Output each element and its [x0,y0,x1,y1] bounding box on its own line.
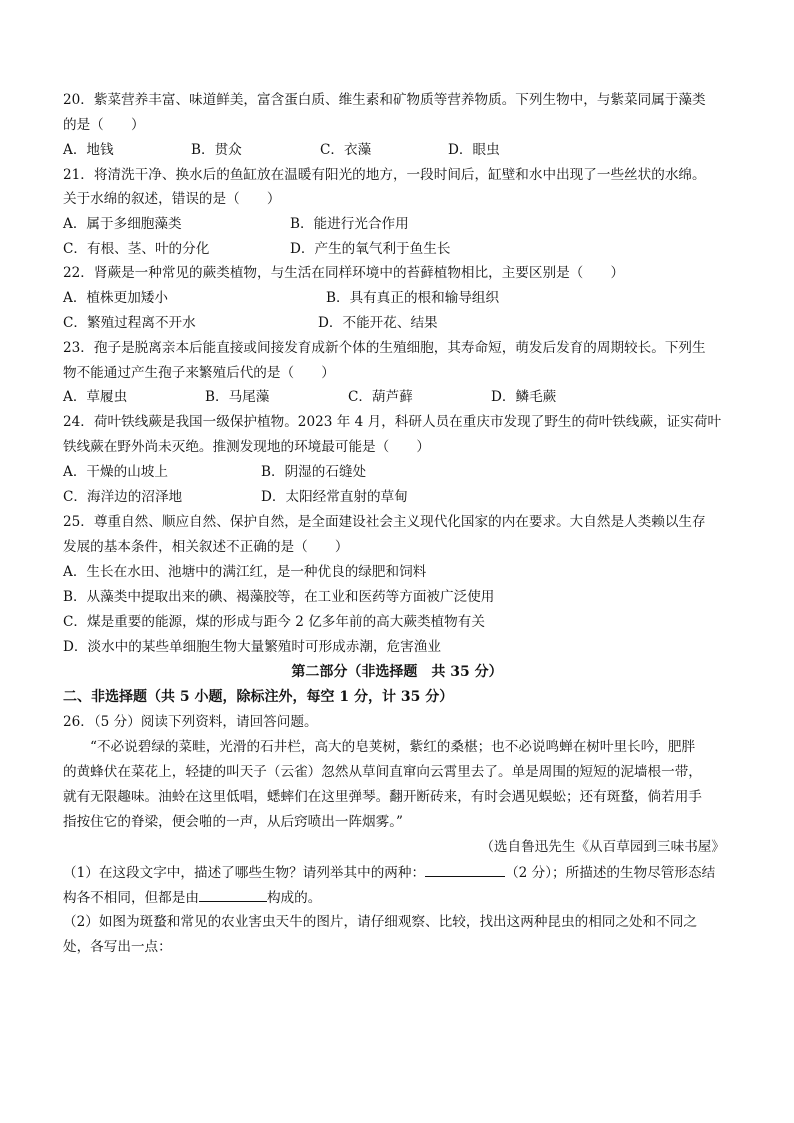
q22-option-b: B．具有真正的根和输导组织 [326,290,500,306]
q26-sub1-part-b: （2 分）；所描述的生物尽管形态结 [505,865,716,881]
q23-stem-line2: 物不能通过产生孢子来繁殖后代的是（ ） [63,365,335,381]
q21-stem-line2: 关于水绵的叙述，错误的是（ ） [63,191,281,207]
q26-sub1-part-d: 构成的。 [266,890,322,906]
q25-stem-line2: 发展的基本条件，相关叙述不正确的是（ ） [63,539,349,555]
q25-option-c: C．煤是重要的能源，煤的形成与距今 2 亿多年前的高大蕨类植物有关 [63,614,485,630]
q23-stem-line1: 23．孢子是脱离亲本后能直接或间接发育成新个体的生殖细胞，其寿命短，萌发后发育的周期较长。下列生 [63,340,706,356]
part2-title: 第二部分（非选择题 共 35 分） [291,664,503,680]
q26-passage-line2: 的黄蜂伏在菜花上，轻捷的叫天子（云雀）忽然从草间直窜向云霄里去了。单是周围的短短的泥墙根一带， [63,764,702,780]
q26-sub2-line1: （2）如图为斑蝥和常见的农业害虫天牛的图片，请仔细观察、比较，找出这两种昆虫的相同之处和不同之 [63,914,697,930]
q20-option-d: D．眼虫 [448,142,500,158]
part2-section-heading: 二、非选择题（共 5 小题，除标注外，每空 1 分，计 35 分） [63,689,454,705]
q24-stem-line1: 24．荷叶铁线蕨是我国一级保护植物。2023 年 4 月，科研人员在重庆市发现了野生的荷叶铁线蕨，证实荷叶 [63,414,722,430]
q22-option-c: C．繁殖过程离不开水 [63,315,196,331]
q26-source: （选自鲁迅先生《从百草园到三味书屋》 [480,839,725,855]
q23-option-d: D．鳞毛蕨 [491,389,557,405]
q20-stem-line2: 的是（ ） [63,117,145,133]
q24-option-a: A．干燥的山坡上 [63,464,168,480]
q21-option-c: C．有根、茎、叶的分化 [63,241,210,257]
q23-option-c: C．葫芦藓 [348,389,413,405]
q26-sub1-part-a: （1）在这段文字中，描述了哪些生物？请列举其中的两种： [63,865,426,881]
q21-option-b: B．能进行光合作用 [290,216,409,232]
q22-option-a: A．植株更加矮小 [63,290,168,306]
q26-stem: 26．（5 分）阅读下列资料，请回答问题。 [63,714,318,730]
q20-stem-line1: 20．紫菜营养丰富、味道鲜美，富含蛋白质、维生素和矿物质等营养物质。下列生物中，与紫菜同属于藻类 [63,92,706,108]
q26-passage-line3: 就有无限趣味。油蛉在这里低唱，蟋蟀们在这里弹琴。翻开断砖来，有时会遇见蜈蚣；还有斑蝥，倘若用手 [63,789,702,805]
q22-stem-line1: 22．肾蕨是一种常见的蕨类植物，与生活在同样环境中的苔藓植物相比，主要区别是（ ） [63,265,625,281]
q26-passage-line1: “不必说碧绿的菜畦，光滑的石井栏，高大的皂荚树，紫红的桑椹；也不必说鸣蝉在树叶里长吟，肥胖 [90,739,696,755]
q26-sub1-line1 [63,863,733,882]
q26-sub1-part-c: 构各不相同，但都是由 [63,890,199,906]
q26-sub1-blank1[interactable] [425,863,505,877]
q21-option-d: D．产生的氧气利于鱼生长 [290,241,451,257]
q25-option-a: A．生长在水田、池塘中的满江红，是一种优良的绿肥和饲料 [63,564,427,580]
q25-option-d: D．淡水中的某些单细胞生物大量繁殖时可形成赤潮，危害渔业 [63,639,441,655]
q25-option-b: B．从藻类中提取出来的碘、褐藻胶等，在工业和医药等方面被广泛使用 [63,589,495,605]
q26-sub1-line2 [63,888,733,907]
q23-option-a: A．草履虫 [63,389,128,405]
q26-sub1-blank2[interactable] [199,888,267,902]
q25-stem-line1: 25．尊重自然、顺应自然、保护自然，是全面建设社会主义现代化国家的内在要求。大自然是人类赖以生存 [63,514,706,530]
q24-stem-line2: 铁线蕨在野外尚未灭绝。推测发现地的环境最可能是（ ） [63,439,431,455]
q26-passage-line4: 指按住它的脊梁，便会啪的一声，从后窍喷出一阵烟雾。” [63,814,403,830]
q24-option-d: D．太阳经常直射的草甸 [261,489,408,505]
q24-option-c: C．海洋边的沼泽地 [63,489,183,505]
q23-option-b: B．马尾藻 [205,389,270,405]
q24-option-b: B．阴湿的石缝处 [261,464,367,480]
q22-option-d: D．不能开花、结果 [318,315,438,331]
q20-option-b: B．贯众 [191,142,242,158]
q20-option-a: A．地钱 [63,142,114,158]
q21-stem-line1: 21．将清洗干净、换水后的鱼缸放在温暖有阳光的地方，一段时间后，缸壁和水中出现了一些丝状的水绵。 [63,167,706,183]
q26-sub2-line2: 处，各写出一点： [63,939,172,955]
q20-option-c: C．衣藻 [320,142,372,158]
q21-option-a: A．属于多细胞藻类 [63,216,182,232]
